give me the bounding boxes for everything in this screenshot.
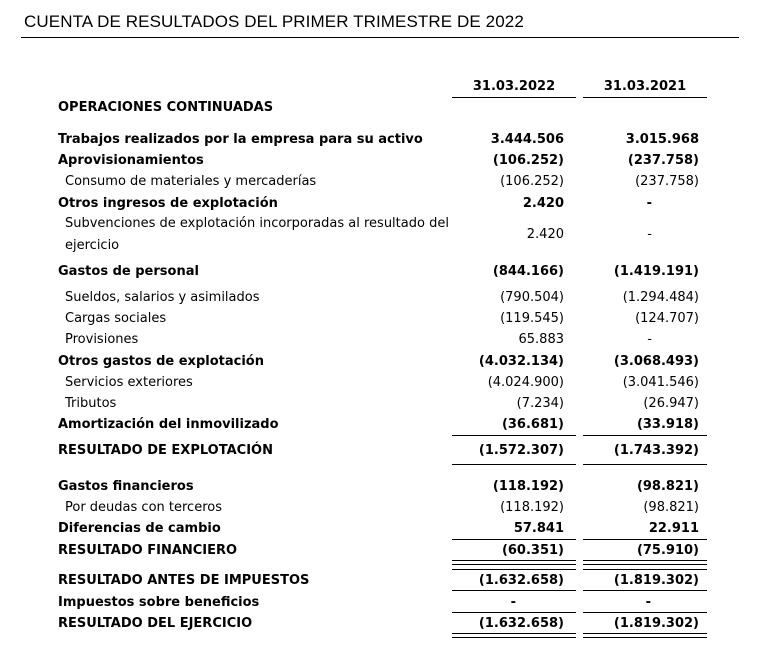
subtotal-rule-2021 xyxy=(583,612,707,613)
row-label: Subvenciones de explotación incorporadas al resultado del ejercicio xyxy=(65,216,449,253)
value-2021: (98.821) xyxy=(643,500,699,515)
header-rule-2022 xyxy=(452,97,576,98)
value-2022: 65.883 xyxy=(518,332,564,347)
value-2022: (119.545) xyxy=(500,311,564,326)
value-2022: (1.632.658) xyxy=(478,573,564,588)
value-2021: (1.419.191) xyxy=(613,264,699,279)
column-header-2021: 31.03.2021 xyxy=(603,79,687,94)
row-label: RESULTADO DEL EJERCICIO xyxy=(58,616,253,631)
value-2021: (33.918) xyxy=(636,417,699,432)
subtotal-rule-2022 xyxy=(452,590,576,591)
double-rule-2022 xyxy=(452,560,576,565)
row-label: Otros gastos de explotación xyxy=(58,354,264,369)
row-label: Otros ingresos de explotación xyxy=(58,196,278,211)
value-2021: (237.758) xyxy=(635,174,699,189)
value-2022: 3.444.506 xyxy=(490,132,564,147)
value-2021: - xyxy=(645,595,651,610)
value-2022: (36.681) xyxy=(501,417,564,432)
row-label: Por deudas con terceros xyxy=(65,500,222,515)
value-2021: (1.819.302) xyxy=(613,573,699,588)
column-header-2022: 31.03.2022 xyxy=(472,79,556,94)
row-label: Sueldos, salarios y asimilados xyxy=(65,290,260,305)
title-underline xyxy=(21,37,739,38)
value-2022: (118.192) xyxy=(492,479,564,494)
row-label: Diferencias de cambio xyxy=(58,521,221,536)
value-2022: (118.192) xyxy=(500,500,564,515)
section-heading: OPERACIONES CONTINUADAS xyxy=(58,100,274,115)
value-2022: (790.504) xyxy=(500,290,564,305)
value-2021: (3.041.546) xyxy=(622,375,699,390)
value-2022: (844.166) xyxy=(492,264,564,279)
value-2022: - xyxy=(510,595,516,610)
value-2022: 57.841 xyxy=(513,521,564,536)
value-2021: (124.707) xyxy=(635,311,699,326)
value-2022: (1.572.307) xyxy=(478,443,564,458)
value-2021: - xyxy=(646,196,652,211)
row-label: Impuestos sobre beneficios xyxy=(58,595,260,610)
row-label: Provisiones xyxy=(65,332,139,347)
subtotal-rule-2022 xyxy=(452,435,576,436)
row-label: RESULTADO ANTES DE IMPUESTOS xyxy=(58,573,310,588)
value-2021: (237.758) xyxy=(627,153,699,168)
row-label: Gastos financieros xyxy=(58,479,194,494)
row-label: Consumo de materiales y mercaderías xyxy=(65,174,317,189)
total-rule-2021 xyxy=(583,464,707,465)
double-rule-2022 xyxy=(452,633,576,638)
double-rule-2021 xyxy=(583,560,707,565)
value-2022: (1.632.658) xyxy=(478,616,564,631)
header-rule-2021 xyxy=(583,97,707,98)
subtotal-rule-2021 xyxy=(583,539,707,540)
value-2022: 2.420 xyxy=(522,196,564,211)
value-2021: (3.068.493) xyxy=(613,354,699,369)
subtotal-rule-2021 xyxy=(583,590,707,591)
subtotal-rule-2022 xyxy=(452,569,576,570)
row-label: Servicios exteriores xyxy=(65,375,193,390)
value-2021: (26.947) xyxy=(643,396,699,411)
subtotal-rule-2022 xyxy=(452,539,576,540)
value-2022: (4.024.900) xyxy=(487,375,564,390)
row-label: Tributos xyxy=(65,396,117,411)
double-rule-2021 xyxy=(583,633,707,638)
value-2022: (60.351) xyxy=(501,543,564,558)
subtotal-rule-2021 xyxy=(583,435,707,436)
row-label: Cargas sociales xyxy=(65,311,167,326)
value-2021: (1.819.302) xyxy=(613,616,699,631)
row-label: Amortización del inmovilizado xyxy=(58,417,279,432)
value-2021: (1.743.392) xyxy=(613,443,699,458)
value-2021: 3.015.968 xyxy=(625,132,699,147)
value-2022: (7.234) xyxy=(516,396,564,411)
row-label: Trabajos realizados por la empresa para su activo xyxy=(58,132,423,147)
value-2021: (98.821) xyxy=(636,479,699,494)
row-label: RESULTADO FINANCIERO xyxy=(58,543,238,558)
row-label: RESULTADO DE EXPLOTACIÓN xyxy=(58,443,273,458)
value-2021: - xyxy=(647,332,652,347)
row-label: Aprovisionamientos xyxy=(58,153,204,168)
value-2022: (106.252) xyxy=(492,153,564,168)
value-2021: (75.910) xyxy=(636,543,699,558)
subtotal-rule-2021 xyxy=(583,569,707,570)
value-2022: 2.420 xyxy=(526,227,564,242)
document-title: CUENTA DE RESULTADOS DEL PRIMER TRIMESTRE DE 2022 xyxy=(24,12,524,31)
value-2021: (1.294.484) xyxy=(622,290,699,305)
total-rule-2022 xyxy=(452,464,576,465)
row-label: Gastos de personal xyxy=(58,264,199,279)
value-2021: 22.911 xyxy=(648,521,699,536)
subtotal-rule-2022 xyxy=(452,612,576,613)
value-2021: - xyxy=(647,227,652,242)
value-2022: (106.252) xyxy=(500,174,564,189)
value-2022: (4.032.134) xyxy=(478,354,564,369)
